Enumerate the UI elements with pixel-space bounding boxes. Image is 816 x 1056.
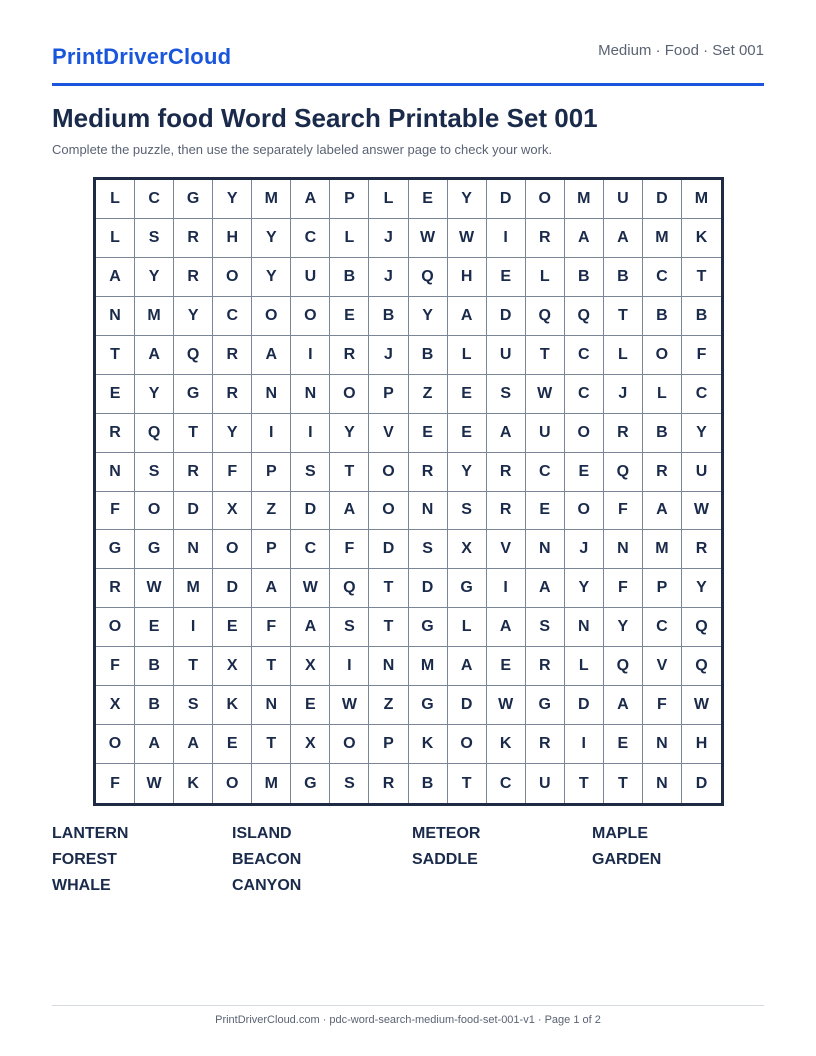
grid-cell: O: [369, 453, 408, 492]
grid-cell: T: [682, 258, 721, 297]
grid-cell: L: [330, 219, 369, 258]
grid-cell: E: [409, 180, 448, 219]
grid-cell: I: [487, 569, 526, 608]
grid-cell: S: [487, 375, 526, 414]
grid-cell: A: [448, 297, 487, 336]
grid-cell: Q: [174, 336, 213, 375]
word-list-item: SADDLE: [412, 851, 478, 868]
grid-cell: L: [96, 180, 135, 219]
grid-cell: F: [252, 608, 291, 647]
grid-cell: B: [330, 258, 369, 297]
grid-cell: O: [643, 336, 682, 375]
grid-cell: E: [526, 492, 565, 531]
grid-cell: R: [330, 336, 369, 375]
grid-cell: J: [565, 530, 604, 569]
grid-cell: W: [291, 569, 330, 608]
word-list-item: LANTERN: [52, 825, 129, 842]
grid-cell: J: [604, 375, 643, 414]
grid-cell: Y: [682, 569, 721, 608]
grid-cell: Z: [252, 492, 291, 531]
grid-cell: T: [604, 297, 643, 336]
grid-cell: Y: [213, 180, 252, 219]
grid-cell: A: [330, 492, 369, 531]
grid-cell: S: [135, 219, 174, 258]
grid-cell: C: [682, 375, 721, 414]
grid-cell: E: [96, 375, 135, 414]
grid-cell: G: [96, 530, 135, 569]
word-list-item: ISLAND: [232, 825, 292, 842]
grid-cell: R: [526, 219, 565, 258]
grid-cell: C: [643, 258, 682, 297]
grid-cell: D: [409, 569, 448, 608]
grid-cell: Y: [213, 414, 252, 453]
grid-cell: R: [487, 492, 526, 531]
grid-cell: R: [526, 725, 565, 764]
grid-cell: J: [369, 258, 408, 297]
page-title: Medium food Word Search Printable Set 001: [52, 103, 598, 133]
grid-cell: E: [487, 647, 526, 686]
word-list-item: FOREST: [52, 851, 117, 868]
grid-cell: M: [682, 180, 721, 219]
grid-cell: Q: [604, 453, 643, 492]
grid-cell: K: [487, 725, 526, 764]
grid-cell: N: [96, 297, 135, 336]
word-search-grid: [93, 177, 724, 806]
grid-cell: N: [174, 530, 213, 569]
grid-cell: A: [291, 180, 330, 219]
grid-cell: M: [135, 297, 174, 336]
grid-cell: F: [682, 336, 721, 375]
grid-cell: V: [487, 530, 526, 569]
grid-cell: F: [643, 686, 682, 725]
grid-cell: T: [252, 647, 291, 686]
grid-cell: O: [330, 725, 369, 764]
grid-cell: A: [135, 336, 174, 375]
grid-cell: C: [526, 453, 565, 492]
grid-cell: T: [604, 764, 643, 803]
grid-cell: Y: [174, 297, 213, 336]
word-list-item: GARDEN: [592, 851, 662, 868]
grid-cell: L: [565, 647, 604, 686]
grid-cell: E: [487, 258, 526, 297]
grid-cell: B: [643, 297, 682, 336]
grid-cell: T: [330, 453, 369, 492]
grid-cell: U: [291, 258, 330, 297]
grid-cell: P: [252, 530, 291, 569]
grid-cell: G: [448, 569, 487, 608]
grid-cell: S: [330, 608, 369, 647]
grid-cell: L: [526, 258, 565, 297]
grid-cell: A: [565, 219, 604, 258]
grid-cell: W: [448, 219, 487, 258]
grid-cell: Y: [448, 180, 487, 219]
grid-cell: U: [526, 764, 565, 803]
grid-cell: D: [487, 297, 526, 336]
grid-cell: F: [96, 492, 135, 531]
grid-cell: R: [96, 414, 135, 453]
grid-cell: Q: [565, 297, 604, 336]
grid-cell: B: [135, 686, 174, 725]
grid-cell: O: [96, 725, 135, 764]
grid-cell: D: [448, 686, 487, 725]
grid-cell: N: [565, 608, 604, 647]
grid-cell: R: [604, 414, 643, 453]
grid-cell: N: [369, 647, 408, 686]
grid-cell: K: [174, 764, 213, 803]
grid-cell: T: [526, 336, 565, 375]
grid-cell: C: [291, 219, 330, 258]
grid-cell: N: [291, 375, 330, 414]
grid-cell: K: [409, 725, 448, 764]
header-divider: [52, 83, 764, 86]
grid-cell: P: [330, 180, 369, 219]
grid-cell: P: [369, 725, 408, 764]
grid-cell: R: [174, 219, 213, 258]
grid-cell: Q: [604, 647, 643, 686]
grid-cell: D: [291, 492, 330, 531]
grid-cell: Q: [682, 647, 721, 686]
grid-cell: M: [409, 647, 448, 686]
grid-cell: O: [369, 492, 408, 531]
grid-cell: W: [330, 686, 369, 725]
grid-cell: R: [682, 530, 721, 569]
grid-cell: R: [213, 375, 252, 414]
grid-cell: N: [252, 375, 291, 414]
grid-cell: F: [604, 492, 643, 531]
grid-cell: D: [487, 180, 526, 219]
grid-cell: A: [604, 686, 643, 725]
grid-cell: T: [369, 569, 408, 608]
grid-cell: E: [135, 608, 174, 647]
grid-cell: B: [409, 336, 448, 375]
grid-cell: S: [135, 453, 174, 492]
grid-cell: O: [291, 297, 330, 336]
grid-cell: L: [643, 375, 682, 414]
grid-cell: F: [213, 453, 252, 492]
grid-cell: Q: [682, 608, 721, 647]
grid-cell: G: [174, 375, 213, 414]
grid-cell: D: [213, 569, 252, 608]
grid-cell: D: [695, 774, 708, 792]
grid-cell: Y: [330, 414, 369, 453]
grid-cell: E: [448, 375, 487, 414]
grid-cell: N: [643, 764, 682, 803]
word-list-item: CANYON: [232, 877, 302, 894]
grid-cell: S: [330, 764, 369, 803]
grid-cell: I: [174, 608, 213, 647]
grid-cell: J: [369, 336, 408, 375]
grid-cell: A: [487, 608, 526, 647]
grid-cell: Q: [409, 258, 448, 297]
grid-cell: Z: [369, 686, 408, 725]
grid-cell: F: [96, 764, 135, 803]
grid-cell: E: [565, 453, 604, 492]
grid-cell: C: [213, 297, 252, 336]
grid-cell: G: [526, 686, 565, 725]
grid-cell: J: [369, 219, 408, 258]
page-footer: PrintDriverCloud.com · pdc-word-search-medium-food-set-001-v1 · Page 1 of 2: [215, 1014, 601, 1026]
grid-cell: R: [174, 258, 213, 297]
grid-cell: R: [174, 453, 213, 492]
grid-cell: M: [643, 530, 682, 569]
grid-cell: O: [526, 180, 565, 219]
grid-cell: L: [448, 608, 487, 647]
word-list-item: MAPLE: [592, 825, 648, 842]
grid-cell: W: [526, 375, 565, 414]
grid-cell: D: [369, 530, 408, 569]
grid-cell: Z: [409, 375, 448, 414]
grid-cell: O: [213, 258, 252, 297]
grid-cell: B: [369, 297, 408, 336]
grid-cell: M: [643, 219, 682, 258]
grid-cell: U: [604, 180, 643, 219]
grid-cell: K: [213, 686, 252, 725]
grid-cell: M: [565, 180, 604, 219]
word-list-item: BEACON: [232, 851, 302, 868]
grid-cell: X: [96, 686, 135, 725]
grid-cell: S: [409, 530, 448, 569]
grid-cell: W: [682, 492, 721, 531]
grid-cell: G: [409, 608, 448, 647]
grid-cell: D: [565, 686, 604, 725]
grid-cell: T: [96, 336, 135, 375]
grid-cell: X: [213, 492, 252, 531]
grid-cell: I: [487, 219, 526, 258]
grid-cell: S: [526, 608, 565, 647]
grid-cell: O: [448, 725, 487, 764]
grid-cell: A: [487, 414, 526, 453]
grid-cell: Y: [135, 375, 174, 414]
grid-cell: G: [174, 180, 213, 219]
grid-cell: R: [487, 453, 526, 492]
grid-cell: E: [330, 297, 369, 336]
word-list-item: METEOR: [412, 825, 481, 842]
grid-cell: D: [643, 180, 682, 219]
grid-cell: X: [213, 647, 252, 686]
grid-cell: W: [135, 764, 174, 803]
puzzle-meta: Medium · Food · Set 001: [598, 42, 764, 59]
grid-cell: Y: [252, 219, 291, 258]
grid-cell: I: [565, 725, 604, 764]
grid-cell: A: [291, 608, 330, 647]
grid-cell: E: [604, 725, 643, 764]
grid-cell: A: [252, 336, 291, 375]
grid-cell: P: [369, 375, 408, 414]
grid-cell: Y: [565, 569, 604, 608]
grid-cell: C: [643, 608, 682, 647]
grid-cell: P: [643, 569, 682, 608]
grid-cell: U: [526, 414, 565, 453]
word-list-item: WHALE: [52, 877, 111, 894]
grid-cell: F: [330, 530, 369, 569]
grid-cell: T: [252, 725, 291, 764]
grid-cell: S: [291, 453, 330, 492]
grid-cell: I: [252, 414, 291, 453]
grid-cell: O: [135, 492, 174, 531]
grid-cell: R: [409, 453, 448, 492]
grid-cell: R: [369, 764, 408, 803]
grid-cell: T: [174, 414, 213, 453]
grid-cell: S: [448, 492, 487, 531]
grid-cell: H: [213, 219, 252, 258]
grid-cell: Q: [330, 569, 369, 608]
grid-cell: A: [96, 258, 135, 297]
grid-cell: V: [369, 414, 408, 453]
grid-cell: X: [291, 725, 330, 764]
grid-cell: E: [291, 686, 330, 725]
grid-cell: B: [565, 258, 604, 297]
grid-cell: G: [291, 764, 330, 803]
grid-cell: S: [174, 686, 213, 725]
grid-cell: L: [369, 180, 408, 219]
grid-cell: U: [682, 453, 721, 492]
grid-cell: U: [487, 336, 526, 375]
grid-cell: G: [409, 686, 448, 725]
grid-cell: Y: [135, 258, 174, 297]
grid-cell: N: [96, 453, 135, 492]
word-list: [52, 825, 772, 896]
grid-cell: I: [291, 414, 330, 453]
grid-cell: O: [213, 530, 252, 569]
grid-cell: Q: [135, 414, 174, 453]
grid-cell: H: [448, 258, 487, 297]
grid-cell: B: [135, 647, 174, 686]
grid-cell: E: [409, 414, 448, 453]
grid-cell: T: [174, 647, 213, 686]
grid-cell: K: [682, 219, 721, 258]
grid-cell: N: [643, 725, 682, 764]
grid-cell: E: [448, 414, 487, 453]
grid-cell: R: [526, 647, 565, 686]
grid-cell: C: [135, 180, 174, 219]
grid-cell: X: [448, 530, 487, 569]
footer-divider: [52, 1005, 764, 1006]
grid-cell: O: [565, 414, 604, 453]
grid-cell: E: [213, 725, 252, 764]
grid-cell: W: [409, 219, 448, 258]
grid-cell: W: [487, 686, 526, 725]
grid-cell: C: [565, 375, 604, 414]
grid-cell: Y: [409, 297, 448, 336]
grid-cell: M: [252, 764, 291, 803]
grid-cell: W: [682, 686, 721, 725]
grid-cell: B: [604, 258, 643, 297]
grid-cell: H: [682, 725, 721, 764]
grid-cell: R: [96, 569, 135, 608]
grid-cell: O: [96, 608, 135, 647]
grid-cell: A: [643, 492, 682, 531]
grid-cell: G: [135, 530, 174, 569]
brand-logo: PrintDriverCloud: [52, 44, 232, 69]
grid-cell: O: [252, 297, 291, 336]
grid-cell: T: [448, 764, 487, 803]
grid-cell: I: [330, 647, 369, 686]
grid-cell: A: [174, 725, 213, 764]
grid-cell: O: [565, 492, 604, 531]
grid-cell: T: [565, 764, 604, 803]
grid-cell: D: [174, 492, 213, 531]
grid-cell: V: [643, 647, 682, 686]
grid-cell: A: [526, 569, 565, 608]
grid-cell: O: [213, 764, 252, 803]
grid-cell: Y: [682, 414, 721, 453]
grid-cell: C: [487, 764, 526, 803]
grid-cell: I: [291, 336, 330, 375]
grid-cell: Y: [604, 608, 643, 647]
grid-cell: B: [409, 764, 448, 803]
grid-cell: L: [604, 336, 643, 375]
grid-cell: L: [448, 336, 487, 375]
grid-cell: N: [252, 686, 291, 725]
grid-cell: F: [604, 569, 643, 608]
grid-cell: M: [252, 180, 291, 219]
grid-cell: M: [174, 569, 213, 608]
grid-cell: Y: [448, 453, 487, 492]
grid-cell: C: [291, 530, 330, 569]
grid-cell: R: [213, 336, 252, 375]
grid-cell: A: [604, 219, 643, 258]
page-subtitle: Complete the puzzle, then use the separately labeled answer page to check your work.: [52, 142, 553, 157]
grid-cell: C: [565, 336, 604, 375]
grid-cell: A: [448, 647, 487, 686]
grid-cell: B: [682, 297, 721, 336]
grid-cell: A: [135, 725, 174, 764]
grid-cell: O: [330, 375, 369, 414]
grid-cell: T: [369, 608, 408, 647]
grid-cell: E: [213, 608, 252, 647]
grid-cell: B: [643, 414, 682, 453]
grid-cell: Q: [526, 297, 565, 336]
grid-cell: Y: [252, 258, 291, 297]
grid-cell: A: [252, 569, 291, 608]
grid-cell: W: [135, 569, 174, 608]
grid-cell: F: [96, 647, 135, 686]
grid-cell: L: [96, 219, 135, 258]
grid-cell: N: [604, 530, 643, 569]
grid-cell: P: [252, 453, 291, 492]
grid-cell: X: [291, 647, 330, 686]
grid-cell: N: [409, 492, 448, 531]
grid-cell: N: [526, 530, 565, 569]
grid-cell: R: [643, 453, 682, 492]
